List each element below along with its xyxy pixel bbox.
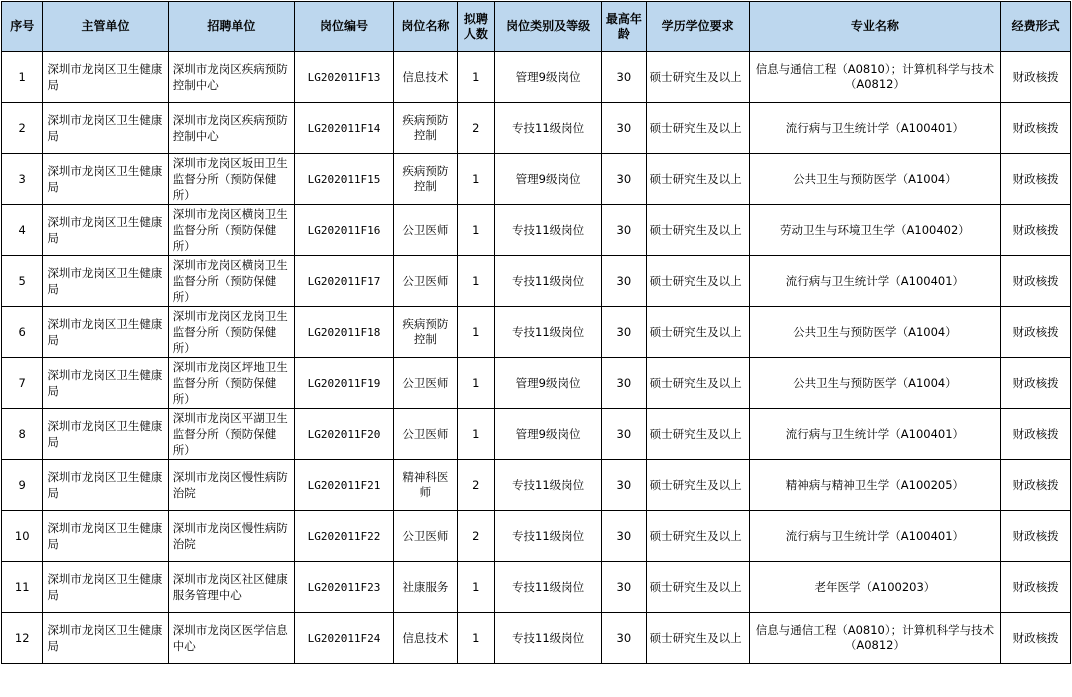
cell-code: LG202011F14	[295, 103, 394, 154]
cell-seq: 1	[2, 52, 43, 103]
cell-count: 2	[457, 103, 494, 154]
cell-major: 精神病与精神卫生学（A100205）	[749, 460, 1001, 511]
table-row	[2, 511, 1071, 562]
cell-category: 专技11级岗位	[495, 460, 602, 511]
cell-education: 硕士研究生及以上	[646, 256, 749, 307]
cell-dept: 深圳市龙岗区卫生健康局	[43, 562, 168, 613]
cell-max-age: 30	[602, 562, 646, 613]
header-category: 岗位类别及等级	[495, 2, 602, 52]
header-position: 岗位名称	[394, 2, 458, 52]
cell-dept: 深圳市龙岗区卫生健康局	[43, 256, 168, 307]
cell-education: 硕士研究生及以上	[646, 52, 749, 103]
cell-major: 信息与通信工程（A0810）；计算机科学与技术（A0812）	[749, 52, 1001, 103]
cell-category: 管理9级岗位	[495, 358, 602, 409]
cell-funding: 财政核拨	[1001, 460, 1071, 511]
cell-employer: 深圳市龙岗区横岗卫生监督分所（预防保健所）	[168, 205, 294, 256]
cell-major: 流行病与卫生统计学（A100401）	[749, 256, 1001, 307]
cell-employer: 深圳市龙岗区社区健康服务管理中心	[168, 562, 294, 613]
cell-funding: 财政核拨	[1001, 103, 1071, 154]
header-max-age: 最高年龄	[602, 2, 646, 52]
cell-education: 硕士研究生及以上	[646, 103, 749, 154]
cell-employer: 深圳市龙岗区横岗卫生监督分所（预防保健所）	[168, 256, 294, 307]
cell-major: 公共卫生与预防医学（A1004）	[749, 154, 1001, 205]
cell-category: 管理9级岗位	[495, 409, 602, 460]
cell-employer: 深圳市龙岗区疾病预防控制中心	[168, 52, 294, 103]
cell-major: 信息与通信工程（A0810）；计算机科学与技术（A0812）	[749, 613, 1001, 664]
cell-code: LG202011F18	[295, 307, 394, 358]
cell-funding: 财政核拨	[1001, 613, 1071, 664]
cell-category: 专技11级岗位	[495, 511, 602, 562]
table-row	[2, 307, 1071, 358]
cell-seq: 10	[2, 511, 43, 562]
table-row	[2, 358, 1071, 409]
header-education: 学历学位要求	[646, 2, 749, 52]
cell-major: 劳动卫生与环境卫生学（A100402）	[749, 205, 1001, 256]
cell-seq: 8	[2, 409, 43, 460]
cell-funding: 财政核拨	[1001, 307, 1071, 358]
cell-max-age: 30	[602, 613, 646, 664]
cell-seq: 5	[2, 256, 43, 307]
table-row	[2, 562, 1071, 613]
cell-seq: 9	[2, 460, 43, 511]
cell-code: LG202011F13	[295, 52, 394, 103]
header-count: 拟聘人数	[457, 2, 494, 52]
cell-dept: 深圳市龙岗区卫生健康局	[43, 511, 168, 562]
cell-seq: 2	[2, 103, 43, 154]
cell-category: 专技11级岗位	[495, 256, 602, 307]
cell-position: 公卫医师	[394, 256, 458, 307]
cell-code: LG202011F23	[295, 562, 394, 613]
cell-employer: 深圳市龙岗区坂田卫生监督分所（预防保健所）	[168, 154, 294, 205]
cell-count: 1	[457, 562, 494, 613]
table-row	[2, 256, 1071, 307]
table-row	[2, 52, 1071, 103]
cell-education: 硕士研究生及以上	[646, 460, 749, 511]
cell-seq: 11	[2, 562, 43, 613]
cell-max-age: 30	[602, 460, 646, 511]
cell-funding: 财政核拨	[1001, 205, 1071, 256]
cell-count: 1	[457, 154, 494, 205]
cell-count: 1	[457, 409, 494, 460]
cell-major: 流行病与卫生统计学（A100401）	[749, 511, 1001, 562]
cell-count: 1	[457, 613, 494, 664]
cell-seq: 7	[2, 358, 43, 409]
cell-employer: 深圳市龙岗区龙岗卫生监督分所（预防保健所）	[168, 307, 294, 358]
cell-major: 老年医学（A100203）	[749, 562, 1001, 613]
cell-seq: 6	[2, 307, 43, 358]
recruitment-table	[1, 1, 1071, 664]
cell-count: 1	[457, 52, 494, 103]
cell-employer: 深圳市龙岗区慢性病防治院	[168, 460, 294, 511]
cell-dept: 深圳市龙岗区卫生健康局	[43, 154, 168, 205]
cell-max-age: 30	[602, 511, 646, 562]
cell-funding: 财政核拨	[1001, 358, 1071, 409]
cell-dept: 深圳市龙岗区卫生健康局	[43, 358, 168, 409]
table-body	[2, 52, 1071, 664]
cell-count: 1	[457, 205, 494, 256]
header-funding: 经费形式	[1001, 2, 1071, 52]
table-row	[2, 613, 1071, 664]
cell-position: 公卫医师	[394, 358, 458, 409]
cell-category: 管理9级岗位	[495, 154, 602, 205]
cell-employer: 深圳市龙岗区医学信息中心	[168, 613, 294, 664]
cell-seq: 3	[2, 154, 43, 205]
cell-category: 专技11级岗位	[495, 205, 602, 256]
header-dept: 主管单位	[43, 2, 168, 52]
cell-position: 精神科医师	[394, 460, 458, 511]
cell-position: 社康服务	[394, 562, 458, 613]
cell-major: 公共卫生与预防医学（A1004）	[749, 307, 1001, 358]
header-code: 岗位编号	[295, 2, 394, 52]
cell-position: 疾病预防控制	[394, 154, 458, 205]
cell-major: 流行病与卫生统计学（A100401）	[749, 103, 1001, 154]
cell-dept: 深圳市龙岗区卫生健康局	[43, 613, 168, 664]
cell-education: 硕士研究生及以上	[646, 613, 749, 664]
cell-max-age: 30	[602, 409, 646, 460]
cell-code: LG202011F15	[295, 154, 394, 205]
cell-count: 1	[457, 307, 494, 358]
header-seq: 序号	[2, 2, 43, 52]
cell-max-age: 30	[602, 52, 646, 103]
cell-code: LG202011F17	[295, 256, 394, 307]
header-major: 专业名称	[749, 2, 1001, 52]
cell-code: LG202011F16	[295, 205, 394, 256]
cell-position: 公卫医师	[394, 409, 458, 460]
cell-funding: 财政核拨	[1001, 256, 1071, 307]
cell-position: 信息技术	[394, 52, 458, 103]
cell-max-age: 30	[602, 205, 646, 256]
cell-dept: 深圳市龙岗区卫生健康局	[43, 205, 168, 256]
cell-education: 硕士研究生及以上	[646, 154, 749, 205]
cell-dept: 深圳市龙岗区卫生健康局	[43, 409, 168, 460]
cell-max-age: 30	[602, 154, 646, 205]
cell-employer: 深圳市龙岗区平湖卫生监督分所（预防保健所）	[168, 409, 294, 460]
cell-code: LG202011F20	[295, 409, 394, 460]
cell-position: 信息技术	[394, 613, 458, 664]
cell-education: 硕士研究生及以上	[646, 562, 749, 613]
header-row	[2, 2, 1071, 52]
cell-funding: 财政核拨	[1001, 562, 1071, 613]
cell-count: 1	[457, 358, 494, 409]
cell-code: LG202011F19	[295, 358, 394, 409]
cell-major: 流行病与卫生统计学（A100401）	[749, 409, 1001, 460]
table-row	[2, 460, 1071, 511]
cell-dept: 深圳市龙岗区卫生健康局	[43, 52, 168, 103]
cell-category: 专技11级岗位	[495, 613, 602, 664]
cell-dept: 深圳市龙岗区卫生健康局	[43, 307, 168, 358]
cell-employer: 深圳市龙岗区慢性病防治院	[168, 511, 294, 562]
cell-code: LG202011F22	[295, 511, 394, 562]
cell-count: 2	[457, 460, 494, 511]
cell-position: 疾病预防控制	[394, 307, 458, 358]
cell-dept: 深圳市龙岗区卫生健康局	[43, 460, 168, 511]
cell-max-age: 30	[602, 256, 646, 307]
table-row	[2, 205, 1071, 256]
cell-education: 硕士研究生及以上	[646, 511, 749, 562]
cell-education: 硕士研究生及以上	[646, 358, 749, 409]
cell-position: 疾病预防控制	[394, 103, 458, 154]
cell-count: 2	[457, 511, 494, 562]
cell-funding: 财政核拨	[1001, 511, 1071, 562]
cell-category: 管理9级岗位	[495, 52, 602, 103]
table-row	[2, 154, 1071, 205]
cell-funding: 财政核拨	[1001, 154, 1071, 205]
cell-max-age: 30	[602, 358, 646, 409]
cell-employer: 深圳市龙岗区坪地卫生监督分所（预防保健所）	[168, 358, 294, 409]
cell-position: 公卫医师	[394, 511, 458, 562]
cell-funding: 财政核拨	[1001, 52, 1071, 103]
cell-code: LG202011F24	[295, 613, 394, 664]
cell-seq: 4	[2, 205, 43, 256]
cell-code: LG202011F21	[295, 460, 394, 511]
cell-education: 硕士研究生及以上	[646, 307, 749, 358]
cell-funding: 财政核拨	[1001, 409, 1071, 460]
header-employer: 招聘单位	[168, 2, 294, 52]
cell-max-age: 30	[602, 307, 646, 358]
table-row	[2, 103, 1071, 154]
cell-category: 专技11级岗位	[495, 103, 602, 154]
cell-seq: 12	[2, 613, 43, 664]
cell-max-age: 30	[602, 103, 646, 154]
cell-education: 硕士研究生及以上	[646, 205, 749, 256]
table-header	[2, 2, 1071, 52]
cell-education: 硕士研究生及以上	[646, 409, 749, 460]
cell-major: 公共卫生与预防医学（A1004）	[749, 358, 1001, 409]
cell-count: 1	[457, 256, 494, 307]
table-row	[2, 409, 1071, 460]
cell-position: 公卫医师	[394, 205, 458, 256]
cell-employer: 深圳市龙岗区疾病预防控制中心	[168, 103, 294, 154]
cell-category: 专技11级岗位	[495, 307, 602, 358]
cell-category: 专技11级岗位	[495, 562, 602, 613]
cell-dept: 深圳市龙岗区卫生健康局	[43, 103, 168, 154]
